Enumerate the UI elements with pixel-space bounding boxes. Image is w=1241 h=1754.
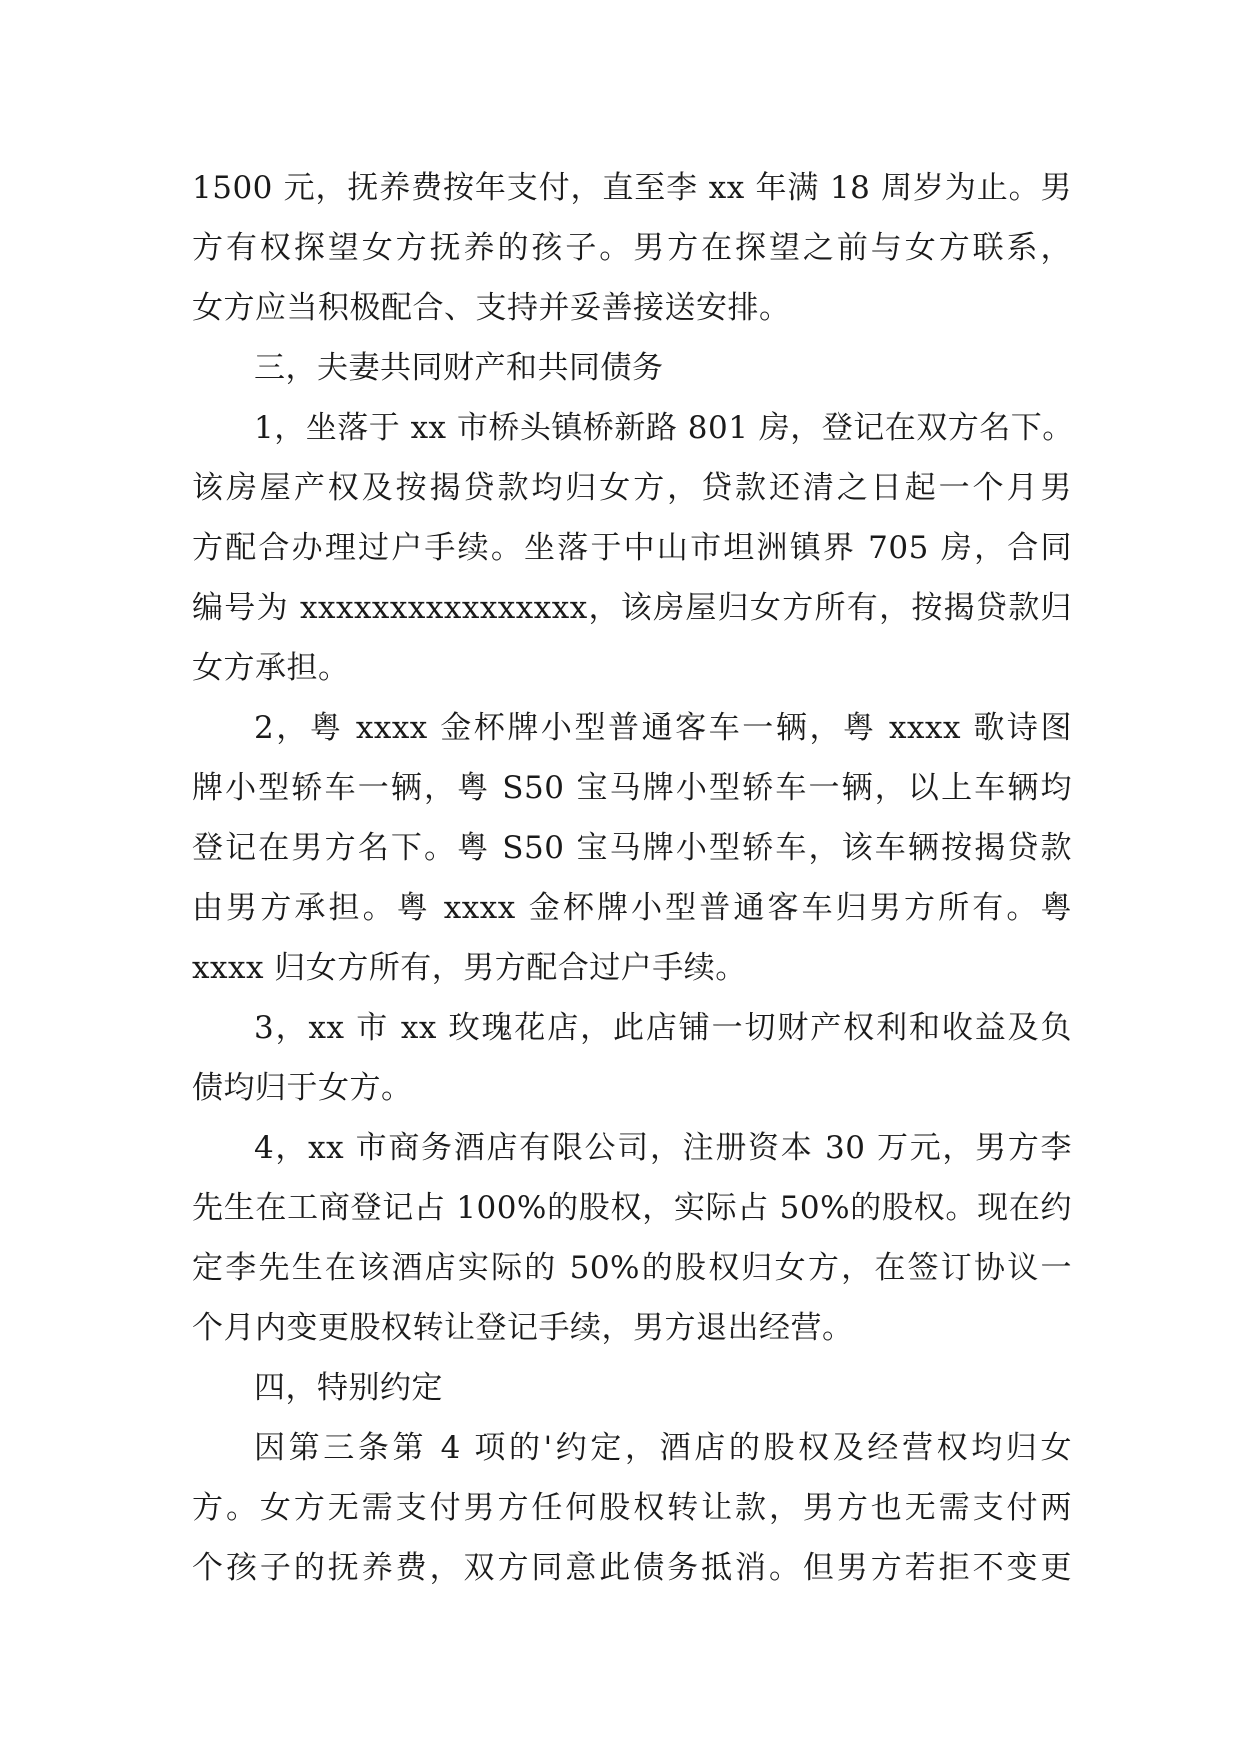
document-line: 个月内变更股权转让登记手续，男方退出经营。 xyxy=(192,1310,854,1346)
document-line: 牌小型轿车一辆，粤 S50 宝马牌小型轿车一辆，以上车辆均 xyxy=(192,770,1072,806)
document-line: 女方承担。 xyxy=(192,650,350,686)
document-line: 个孩子的抚养费，双方同意此债务抵消。但男方若拒不变更 xyxy=(192,1550,1072,1586)
document-line: 女方应当积极配合、支持并妥善接送安排。 xyxy=(192,290,791,326)
document-line: 债均归于女方。 xyxy=(192,1070,413,1106)
document-line: 由男方承担。粤 xxxx 金杯牌小型普通客车归男方所有。粤 xyxy=(192,890,1072,926)
document-line: 1500 元，抚养费按年支付，直至李 xx 年满 18 周岁为止。男 xyxy=(192,170,1072,206)
document-body xyxy=(192,158,1072,1598)
document-line: 先生在工商登记占 100%的股权，实际占 50%的股权。现在约 xyxy=(192,1190,1072,1226)
document-line: 四，特别约定 xyxy=(254,1370,443,1406)
document-line: 因第三条第 4 项的'约定，酒店的股权及经营权均归女 xyxy=(254,1430,1072,1466)
document-line: xxxx 归女方所有，男方配合过户手续。 xyxy=(192,950,747,986)
document-line: 4，xx 市商务酒店有限公司，注册资本 30 万元，男方李 xyxy=(254,1130,1072,1166)
document-line: 该房屋产权及按揭贷款均归女方，贷款还清之日起一个月男 xyxy=(192,470,1072,506)
document-line: 编号为 xxxxxxxxxxxxxxxx，该房屋归女方所有，按揭贷款归 xyxy=(192,590,1072,626)
document-line: 2，粤 xxxx 金杯牌小型普通客车一辆，粤 xxxx 歌诗图 xyxy=(254,710,1072,746)
document-line: 方配合办理过户手续。坐落于中山市坦洲镇界 705 房，合同 xyxy=(192,530,1072,566)
document-line: 1，坐落于 xx 市桥头镇桥新路 801 房，登记在双方名下。 xyxy=(254,410,1074,446)
document-line: 定李先生在该酒店实际的 50%的股权归女方，在签订协议一 xyxy=(192,1250,1072,1286)
document-line: 方有权探望女方抚养的孩子。男方在探望之前与女方联系， xyxy=(192,230,1072,266)
document-line: 三，夫妻共同财产和共同债务 xyxy=(254,350,664,386)
document-line: 登记在男方名下。粤 S50 宝马牌小型轿车，该车辆按揭贷款 xyxy=(192,830,1072,866)
document-line: 方。女方无需支付男方任何股权转让款，男方也无需支付两 xyxy=(192,1490,1072,1526)
document-line: 3，xx 市 xx 玫瑰花店，此店铺一切财产权利和收益及负 xyxy=(254,1010,1072,1046)
